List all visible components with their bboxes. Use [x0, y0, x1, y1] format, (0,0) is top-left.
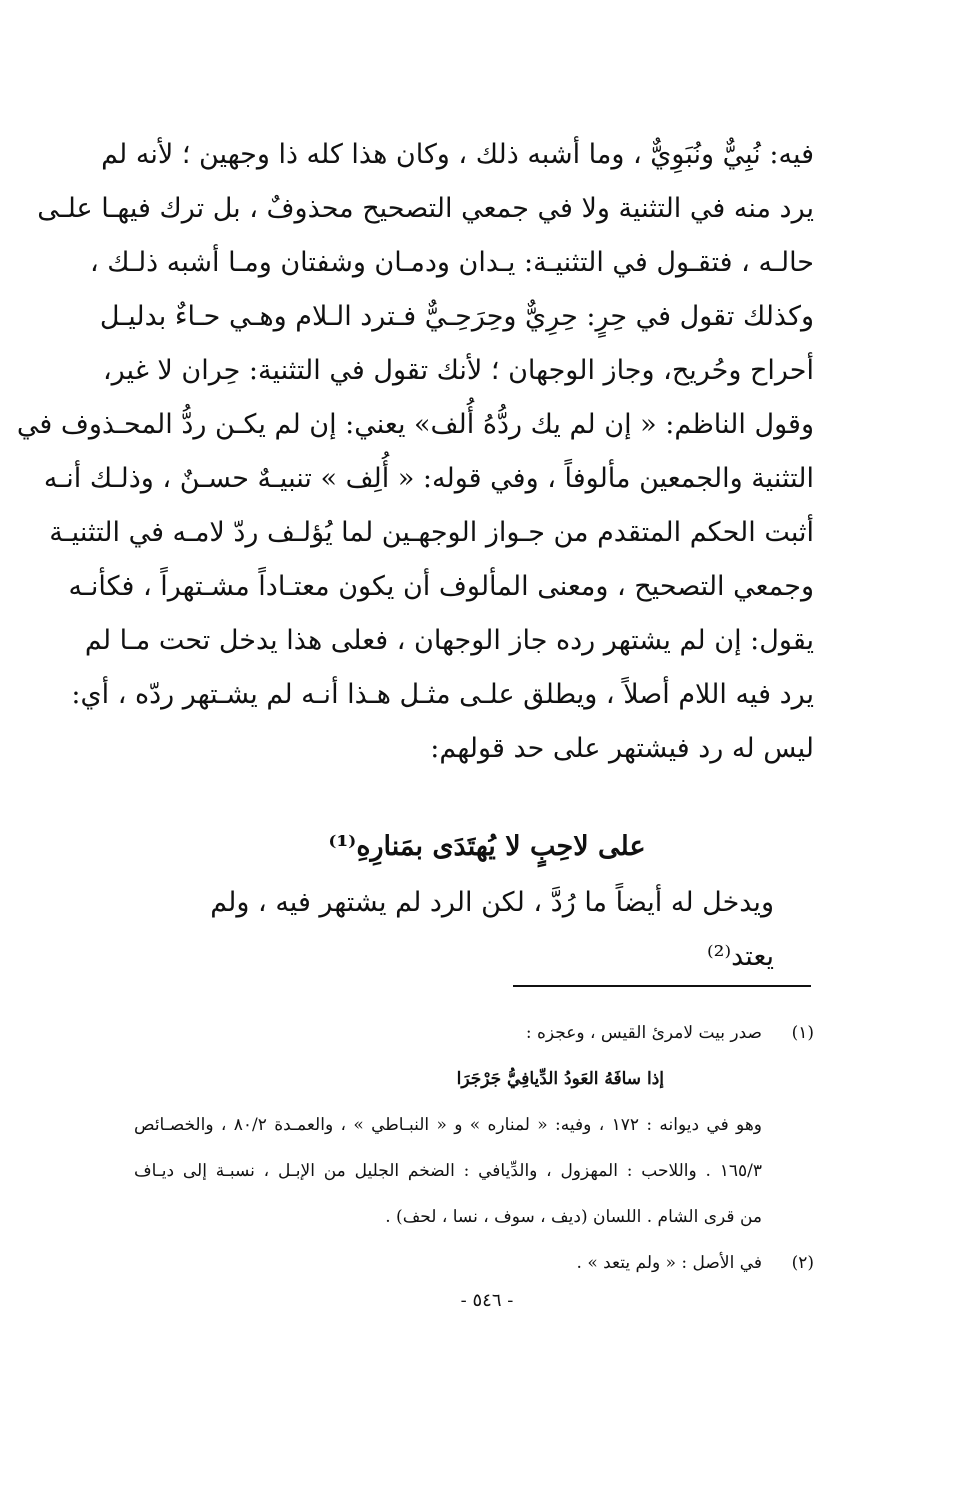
text-line: التثنية والجمعين مألوفاً ، وفي قوله: « أُلِف » تنبيـهٌ حسـنٌ ، وذلـك أنـه — [43, 463, 814, 494]
footnote-line — [134, 1102, 814, 1148]
text-line: أحراح وحُريح، وجاز الوجهان ؛ لأنك تقول في التثنية: حِران لا غير، — [102, 355, 814, 386]
text-line: وكذلك تقول في حِرٍ: حِرِيٌّ وحِرَحِـيٌّ فـترد الـلام وهـي حـاءٌ بدليـل — [99, 301, 814, 332]
text-line: أثبت الحكم المتقدم من جـواز الوجهـين لما يُؤلـف ردّ لامـه في التثنيـة — [49, 517, 814, 548]
footnote-verse: إذا سافَهُ العَودُ الدِّيافِيُّ جَرْجَرَا — [456, 1069, 664, 1089]
footnote-text: ١٦٥/٣ . واللاحب : المهزول ، والدِّيافي : الضخم الجليل من الإبـل ، نسبـة إلى ديـاف — [134, 1161, 762, 1181]
footnote-text: وهو في ديوانه : ١٧٢ ، وفيه: « لمناره » و « النبـاطي » ، والعمـدة ٨٠/٢ ، والخصـائص — [134, 1115, 762, 1135]
text-line: ليس له رد فيشتهر على حد قولهم: — [430, 733, 814, 764]
footnote-text: صدر بيت لامرئ القيس ، وعجزه : — [525, 1023, 762, 1043]
main-text-block — [16, 128, 814, 776]
text-line: فيه: نُبِيٌّ ونُبَوِيٌّ ، وما أشبه ذلك ، وكان هذا كله ذا وجهين ؛ لأنه لم — [101, 139, 814, 170]
footnotes-block — [134, 1010, 814, 1286]
text-line: وقول الناظم: « إن لم يك ردُّهُ أُلف» يعني: إن لم يكـن ردُّ المحـذوف في — [16, 409, 814, 440]
footnote-2 — [134, 1240, 814, 1286]
footnote-line — [134, 1194, 814, 1240]
text-line: يقول: إن لم يشتهر رده جاز الوجهان ، فعلى هذا يدخل تحت مـا لم — [84, 625, 814, 656]
text-line: يرد فيه اللام أصلاً ، ويطلق علـى مثـل هـذا أنـه لم يشـتهر ردّه ، أي: — [71, 679, 814, 710]
footnote-text: في الأصل : « ولم يتعد » . — [576, 1253, 762, 1273]
text-line: يرد منه في التثنية ولا في جمعي التصحيح محذوفٌ ، بل ترك فيهـا علـى — [37, 193, 814, 224]
footnote-number: (١) — [791, 1023, 814, 1043]
footnote-1 — [134, 1010, 814, 1056]
footnote-line — [134, 1148, 814, 1194]
footnote-number: (٢) — [791, 1253, 814, 1273]
footnote-text: من قرى الشام . اللسان (ديف ، سوف ، نسا ، لحف) . — [385, 1207, 762, 1227]
text-line-after-verse: ويدخل له أيضاً ما رُدَّ ، لكن الرد لم يشتهر فيه ، ولم يعتد⁽²⁾ — [210, 887, 774, 972]
poetry-verse: على لاحِبٍ لا يُهتَدَى بمَنارِهِ⁽¹⁾ — [328, 831, 646, 862]
footnote-separator — [513, 985, 811, 987]
page-number: - ٥٤٦ - — [460, 1290, 514, 1311]
text-line: حالـه ، فتقـول في التثنيـة: يـدان ودمـان وشفتان ومـا أشبه ذلـك ، — [89, 247, 814, 278]
text-line: وجمعي التصحيح ، ومعنى المألوف أن يكون معتـاداً مشـتهراً ، فكأنـه — [68, 571, 814, 602]
